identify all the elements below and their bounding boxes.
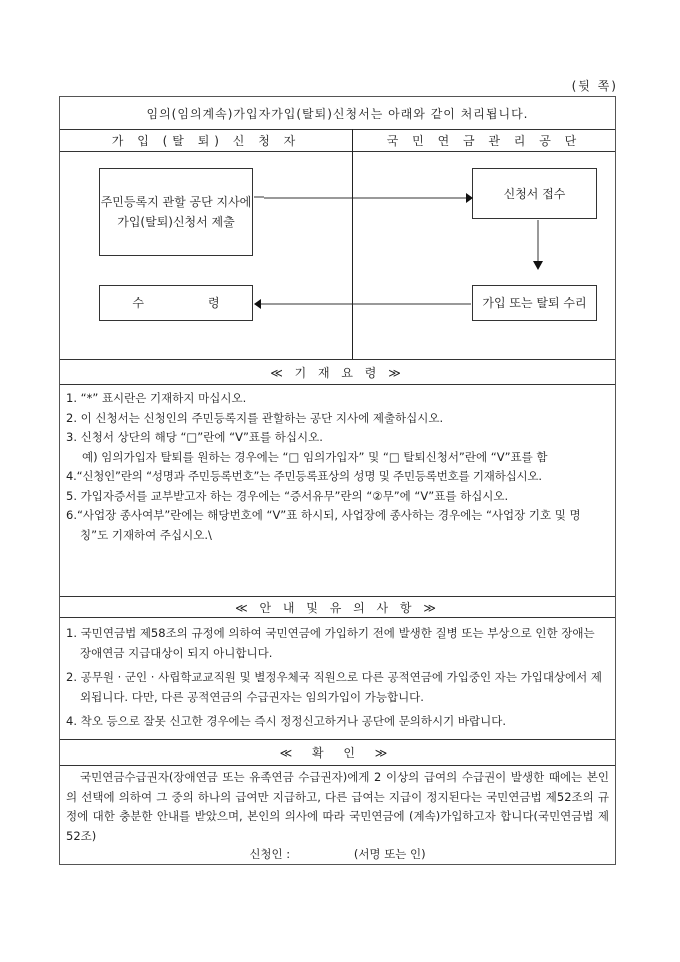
instruction-example: 예) 임의가입자 탈퇴를 원하는 경우에는 “□ 임의가입자” 및 “□ 탈퇴신청서”란에 “V”표를 함: [82, 449, 548, 464]
submit-line-2: 가입(탈퇴)신청서 제출: [117, 215, 235, 229]
instruction-item: 6.“사업장 종사여부”란에는 해당번호에 “V”표 하시되, 사업장에 종사하는 경우에는 “사업장 기호 및 명칭”도 기재하여 주십시오.\: [66, 508, 581, 542]
submit-line-1: 주민등록지 관할 공단 지사에: [100, 195, 252, 209]
arrow-intake-to-process: [533, 220, 543, 270]
signer-label: 신청인 :: [249, 847, 291, 861]
receive-right: 령: [208, 296, 220, 310]
arrow-process-to-receive: [254, 299, 471, 309]
confirmation-section: [60, 765, 615, 864]
notice-item: 2. 공무원 · 군인 · 사립학교교직원 및 별정우체국 직원으로 다른 공적연금에 가입중인 자는 가입대상에서 제외됩니다. 다만, 다른 공적연금의 수급권자는 임의가입이 가능합니다.: [66, 670, 603, 704]
instruction-item: 5. 가입자증서를 교부받고자 하는 경우에는 “증서유무”란의 “②무”에 “V”표를 하십시오.: [66, 488, 509, 503]
flowchart: [60, 151, 615, 359]
receive-left: 수: [132, 296, 144, 310]
agency-column-header: 국 민 연 금 관 리 공 단: [386, 134, 582, 148]
confirmation-heading: ≪ 확 인 ≫: [60, 739, 615, 765]
process-form: [59, 96, 616, 865]
form-title: 임의(임의계속)가입자가입(탈퇴)신청서는 아래와 같이 처리됩니다.: [146, 106, 529, 121]
flow-arrows: [60, 152, 617, 360]
confirmation-text: [60, 766, 615, 846]
instruction-item: 1. “*” 표시란은 기재하지 마십시오.: [66, 391, 247, 405]
instructions-heading: ≪ 기 재 요 령 ≫: [60, 359, 615, 384]
instructions-list: [60, 384, 615, 596]
signature-hint: (서명 또는 인): [353, 847, 426, 861]
instruction-item: 3. 신청서 상단의 해당 “□”란에 “V”표를 하십시오.: [66, 430, 323, 444]
signature-line: [60, 846, 615, 862]
notice-item: 4. 착오 등으로 잘못 신고한 경우에는 즉시 정정신고하거나 공단에 문의하시기 바랍니다.: [66, 714, 506, 728]
instruction-item: 2. 이 신청서는 신청인의 주민등록지를 관할하는 공단 지사에 제출하십시오.: [66, 410, 444, 425]
column-header-row: [60, 129, 615, 151]
applicant-column-header: 가 입 (탈 퇴) 신 청 자: [111, 134, 301, 148]
column-divider: [352, 129, 353, 359]
arrow-submit-to-intake: [254, 193, 473, 203]
intake-box: 신청서 접수: [472, 168, 597, 219]
notice-item: 1. 국민연금법 제58조의 규정에 의하여 국민연금에 가입하기 전에 발생한 질병 또는 부상으로 인한 장애는 장애연금 지급대상이 되지 아니합니다.: [66, 626, 595, 660]
instruction-item: 4.“신청인”란의 “성명과 주민등록번호”는 주민등록표상의 성명 및 주민등록번호를 기재하십시오.: [66, 469, 542, 483]
notices-heading: ≪ 안 내 및 유 의 사 항 ≫: [60, 596, 615, 617]
confirmation-body: 국민연금수급권자(장애연금 또는 유족연금 수급권자)에게 2 이상의 급여의 수급권이 발생한 때에는 본인의 선택에 의하여 그 중의 하나의 급여만 지급하고, 다른 급여는 지급이 정지된다는 국민연금법 제52조의 규정에 대한 충분한 안내를 받았으며, 본인의 의사에 따라 국민연금에 (계속)가입하고자 합니다(국민연금법 제52조): [66, 770, 609, 843]
notices-list: [60, 617, 615, 739]
page-side-label: (뒷 쪽): [571, 79, 618, 93]
process-box: 가입 또는 탈퇴 수리: [472, 285, 597, 321]
